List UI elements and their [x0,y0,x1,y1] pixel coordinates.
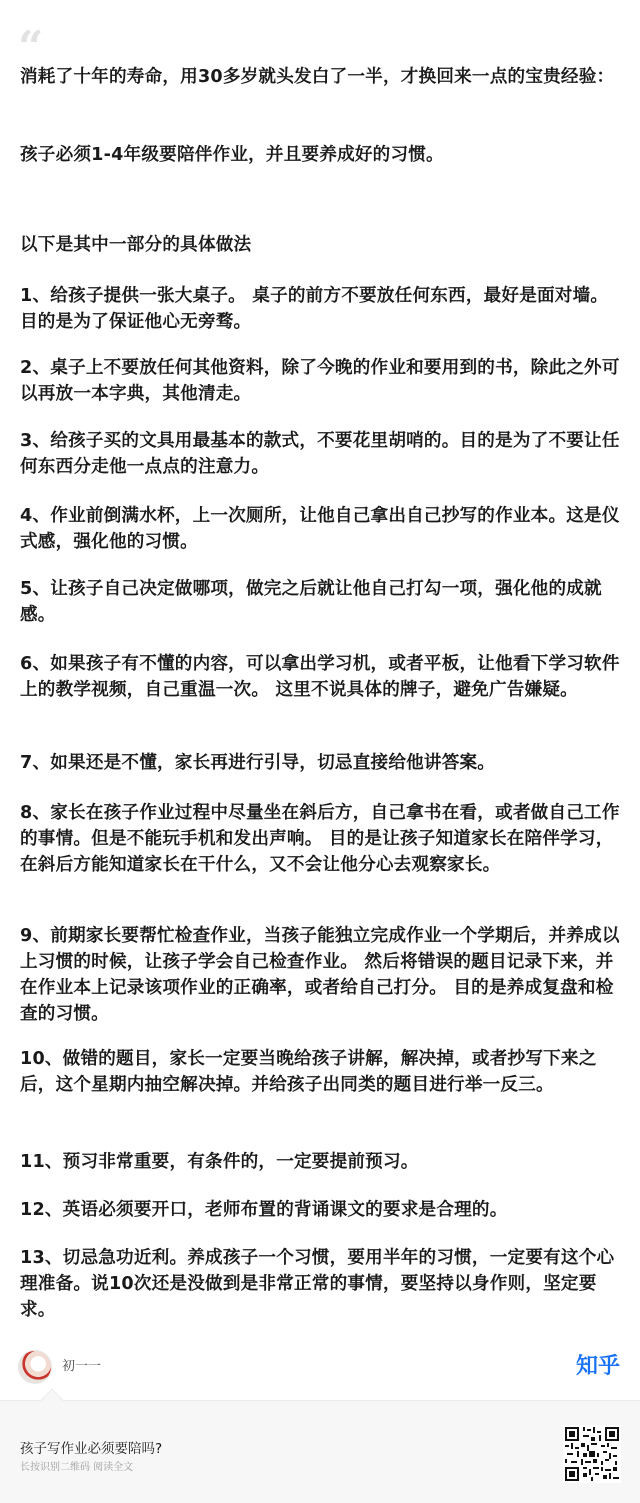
zhihu-logo: 知乎 [575,1354,620,1379]
author-name[interactable]: 初一一 [62,1359,102,1374]
paragraph-item-8: 8、家长在孩子作业过程中尽量坐在斜后方，自己拿书在看，或者做自己工作的事情。但是不能玩手机和发出声响。 目的是让孩子知道家长在陪伴学习，在斜后方能知道家长在干什么，又不会让他分心去观察家长。 [20,803,620,875]
paragraph-item-2: 2、桌子上不要放任何其他资料，除了今晚的作业和要用到的书，除此之外可以再放一本字典，其他清走。 [20,358,620,404]
paragraph-item-7: 7、如果还是不懂，家长再进行引导，切忌直接给他讲答案。 [20,753,496,773]
question-title[interactable]: 孩子写作业必须要陪吗? [20,1441,163,1457]
paragraph-item-1: 1、给孩子提供一张大桌子。 桌子的前方不要放任何东西，最好是面对墙。目的是为了保证他心无旁骛。 [20,286,609,332]
avatar[interactable] [18,1350,52,1384]
paragraph-item-13: 13、切忌急功近利。养成孩子一个习惯，要用半年的习惯，一定要有这个心理准备。说10次还是没做到是非常正常的事情，要坚持以身作则，坚定要求。 [20,1248,615,1320]
paragraph-item-4: 4、作业前倒满水杯，上一次厕所，让他自己拿出自己抄写的作业本。这是仪式感，强化他的习惯。 [20,506,620,552]
footer-pointer [41,1389,64,1412]
paragraph-item-5: 5、让孩子自己决定做哪项，做完之后就让他自己打勾一项，强化他的成就感。 [20,579,602,625]
paragraph-item-12: 12、英语必须要开口，老师布置的背诵课文的要求是合理的。 [20,1200,508,1220]
paragraph-intro: 消耗了十年的寿命，用30多岁就头发白了一半，才换回来一点的宝贵经验： [20,67,615,87]
paragraph-thesis: 孩子必须1-4年级要陪伴作业，并且要养成好的习惯。 [20,145,444,165]
qr-hint: 长按识别二维码 阅读全文 [20,1462,134,1473]
paragraph-item-6: 6、如果孩子有不懂的内容，可以拿出学习机，或者平板，让他看下学习软件上的教学视频，自己重温一次。 这里不说具体的牌子，避免广告嫌疑。 [20,654,620,700]
qr-code-icon[interactable] [563,1425,621,1483]
quote-mark-icon: “ [18,22,44,73]
paragraph-item-9: 9、前期家长要帮忙检查作业，当孩子能独立完成作业一个学期后，并养成以上习惯的时候，让孩子学会自己检查作业。 然后将错误的题目记录下来，并在作业本上记录该项作业的正确率，或者给自己打分。 目的是养成复盘和检查的习惯。 [20,926,620,1024]
paragraph-item-3: 3、给孩子买的文具用最基本的款式，不要花里胡哨的。目的是为了不要让任何东西分走他一点点的注意力。 [20,431,620,477]
author-row [18,1350,624,1386]
paragraph-heading: 以下是其中一部分的具体做法 [20,235,252,255]
share-footer [0,1400,640,1503]
paragraph-item-11: 11、预习非常重要，有条件的，一定要提前预习。 [20,1152,419,1172]
paragraph-item-10: 10、做错的题目，家长一定要当晚给孩子讲解，解决掉，或者抄写下来之后，这个星期内抽空解决掉。并给孩子出同类的题目进行举一反三。 [20,1049,597,1095]
